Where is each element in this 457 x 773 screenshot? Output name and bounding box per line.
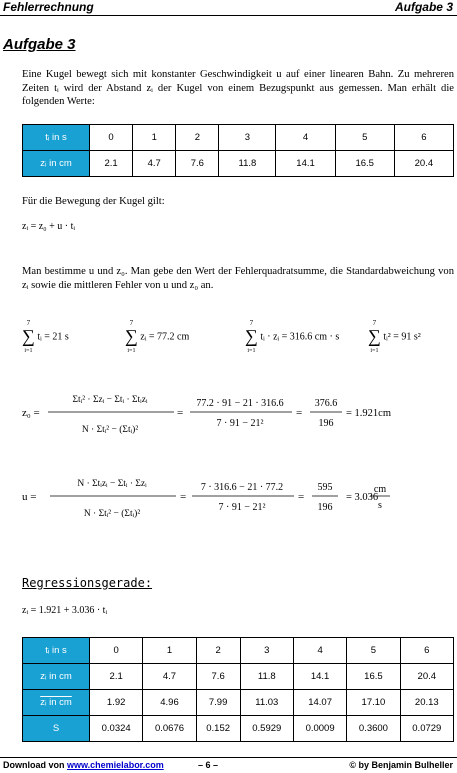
table-cell: 16.5: [347, 664, 400, 690]
footer-author: © by Benjamin Bulheller: [349, 760, 453, 770]
table-cell: 2.1: [90, 151, 133, 177]
regression-title: Regressionsgerade:: [22, 576, 153, 590]
z0-eq-sign-2: =: [296, 407, 303, 419]
z0-frac2-num: 77.2 · 91 − 21 · 316.6: [196, 398, 284, 409]
table-row: [23, 690, 454, 716]
page-title: Aufgabe 3: [3, 36, 76, 53]
row-label-t: tᵢ in s: [23, 125, 90, 151]
z0-frac1-den: N · Σtᵢ² − (Σtᵢ)²: [81, 425, 139, 435]
regression-table: [22, 637, 454, 742]
footer-link[interactable]: www.chemielabor.com: [67, 760, 164, 770]
u-eq-sign-2: =: [298, 491, 305, 503]
table-cell: 4.96: [143, 690, 196, 716]
u-formula: [20, 462, 457, 542]
table-cell: 6: [400, 638, 453, 664]
z0-result: = 1.921cm: [346, 408, 391, 419]
table-cell: 4.7: [133, 151, 176, 177]
table-cell: 2: [196, 638, 240, 664]
page-header: [0, 0, 457, 16]
z0-lhs: z₀ =: [22, 407, 40, 419]
z0-frac3-num: 376.6: [314, 398, 338, 409]
table-row: [23, 716, 454, 742]
table-cell: 5: [335, 125, 394, 151]
table-cell: 0: [90, 638, 143, 664]
table-cell: 7.6: [196, 664, 240, 690]
row-label-s: S: [23, 716, 90, 742]
row-label-z: zᵢ in cm: [23, 151, 90, 177]
table-cell: 0.0324: [90, 716, 143, 742]
table-cell: 1: [143, 638, 196, 664]
table-cell: 0: [90, 125, 133, 151]
table-cell: 14.1: [276, 151, 335, 177]
u-lhs: u =: [22, 491, 37, 503]
table-cell: 6: [394, 125, 453, 151]
sum-tz: 7 ∑ i=1 tᵢ · zᵢ = 316.6 cm · s: [245, 319, 340, 354]
sum-z: 7 ∑ i=1 zᵢ = 77.2 cm: [125, 319, 190, 354]
table-row: [23, 125, 454, 151]
table-row: [23, 664, 454, 690]
u-frac1-den: N · Σtᵢ² − (Σtᵢ)²: [83, 509, 141, 519]
table-cell: 0.0009: [293, 716, 346, 742]
table-cell: 20.13: [400, 690, 453, 716]
table-cell: 7.99: [196, 690, 240, 716]
u-result: = 3.036: [346, 492, 379, 503]
u-frac1-num: N · Σtᵢzᵢ − Σtᵢ · Σzᵢ: [77, 479, 147, 489]
table-cell: 20.4: [394, 151, 453, 177]
table-cell: 14.07: [293, 690, 346, 716]
table-cell: 7.6: [176, 151, 219, 177]
table-cell: 4: [276, 125, 335, 151]
page-footer: [0, 757, 457, 770]
page-number: – 6 –: [198, 760, 219, 770]
z0-eq-sign: =: [177, 407, 184, 419]
table-cell: 14.1: [293, 664, 346, 690]
sum-t2: 7 ∑ i=1 tᵢ² = 91 s²: [368, 319, 421, 354]
intro-paragraph: Eine Kugel bewegt sich mit konstanter Geschwindigkeit u auf einer linearen Bahn. Zu mehreren Zeiten tᵢ wird der Abstand zᵢ der Kugel von einem Bezugspunkt aus gemessen. Man erhält die folgenden Werte:: [22, 69, 454, 107]
regression-equation: zᵢ = 1.921 + 3.036 · tᵢ: [22, 605, 108, 616]
u-eq-sign: =: [180, 491, 187, 503]
table-row: [23, 151, 454, 177]
measurement-table: [22, 124, 454, 177]
table-cell: 4: [293, 638, 346, 664]
table-cell: 2.1: [90, 664, 143, 690]
task-paragraph: Man bestimme u und z₀. Man gebe den Wert der Fehlerquadratsumme, die Standardabweichung von zᵢ sowie die mittleren Fehler von u und z₀ an.: [22, 266, 454, 291]
z0-frac1-num: Σtᵢ² · Σzᵢ − Σtᵢ · Σtᵢzᵢ: [72, 395, 148, 405]
u-frac3-den: 196: [317, 502, 333, 513]
table-cell: 0.152: [196, 716, 240, 742]
row-label-t: tᵢ in s: [23, 638, 90, 664]
table-cell: 11.8: [219, 151, 276, 177]
table-cell: 16.5: [335, 151, 394, 177]
footer-download: Download von www.chemielabor.com: [3, 760, 164, 770]
motion-equation: zᵢ = z₀ + u · tᵢ: [22, 221, 76, 232]
z0-frac2-den: 7 · 91 − 21²: [216, 418, 264, 429]
table-cell: 17.10: [347, 690, 400, 716]
motion-text: Für die Bewegung der Kugel gilt:: [22, 196, 165, 207]
u-unit-num: cm: [373, 484, 387, 495]
table-cell: 0.3600: [347, 716, 400, 742]
table-cell: 3: [219, 125, 276, 151]
u-unit-den: s: [378, 500, 382, 511]
table-row: [23, 638, 454, 664]
u-frac2-num: 7 · 316.6 − 21 · 77.2: [200, 482, 284, 493]
table-cell: 4.7: [143, 664, 196, 690]
z0-frac3-den: 196: [318, 418, 334, 429]
table-cell: 3: [240, 638, 293, 664]
row-label-zbar: zᵢ in cm: [23, 690, 90, 716]
table-cell: 0.0729: [400, 716, 453, 742]
table-cell: 0.5929: [240, 716, 293, 742]
table-cell: 2: [176, 125, 219, 151]
header-right: Aufgabe 3: [394, 0, 453, 14]
header-left: Fehlerrechnung: [3, 0, 94, 14]
table-cell: 11.03: [240, 690, 293, 716]
sum-t: 7 ∑ i=1 tᵢ = 21 s: [22, 319, 69, 354]
table-cell: 11.8: [240, 664, 293, 690]
u-frac2-den: 7 · 91 − 21²: [218, 502, 266, 513]
z0-formula: [20, 378, 457, 458]
row-label-z: zᵢ in cm: [23, 664, 90, 690]
u-frac3-num: 595: [317, 482, 333, 493]
table-cell: 1.92: [90, 690, 143, 716]
table-cell: 1: [133, 125, 176, 151]
table-cell: 20.4: [400, 664, 453, 690]
table-cell: 5: [347, 638, 400, 664]
table-cell: 0.0676: [143, 716, 196, 742]
